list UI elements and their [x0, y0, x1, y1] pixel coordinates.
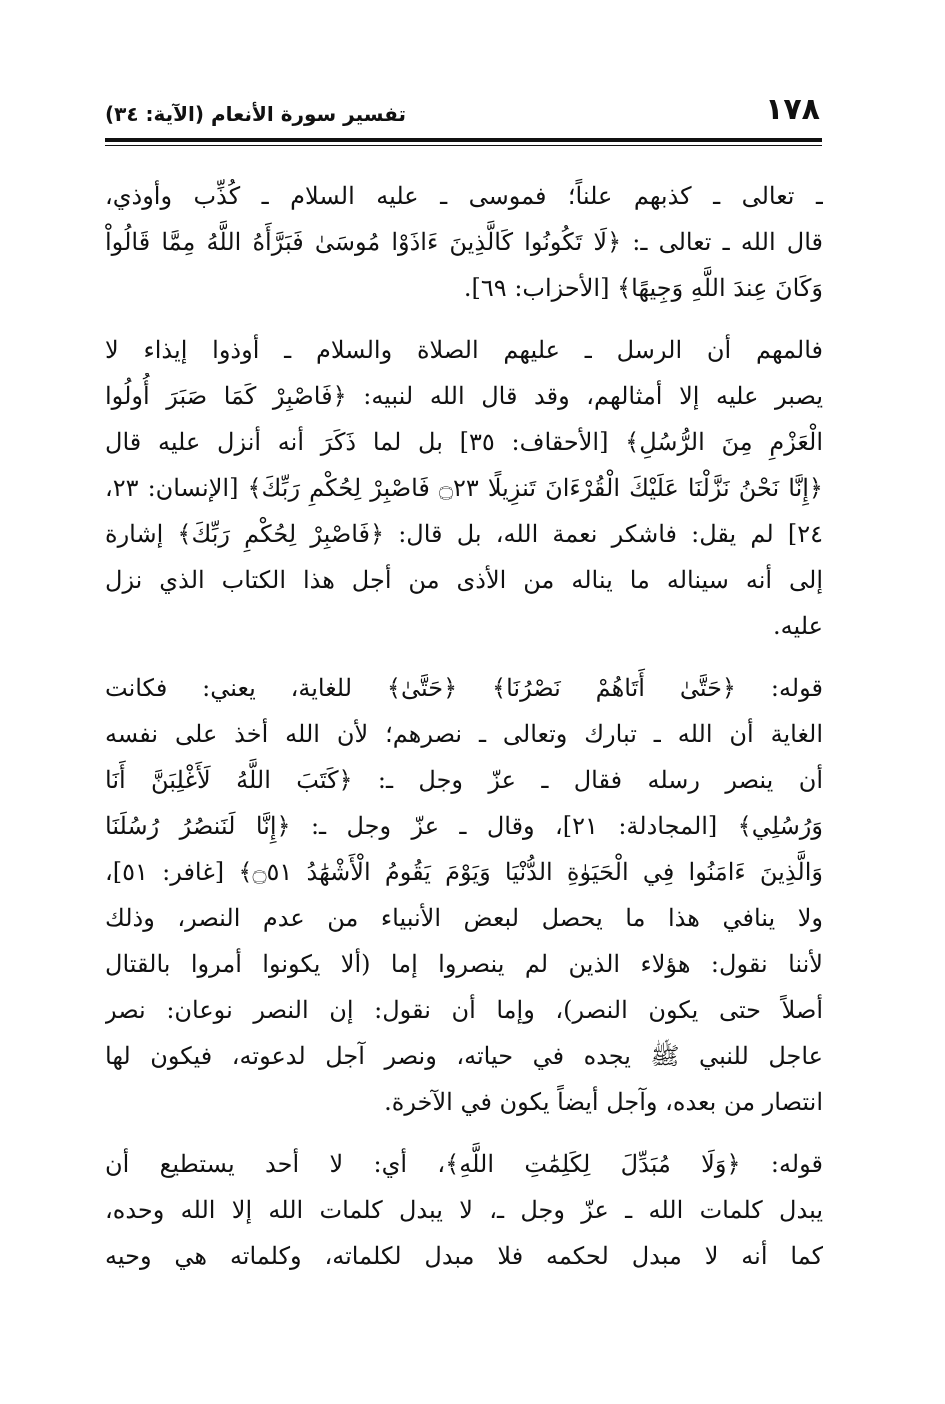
header-rule-thin	[105, 145, 822, 146]
text-line: قال الله ـ تعالى ـ: ﴿لَا تَكُونُوا كَالَّذِينَ ءَاذَوْا مُوسَىٰ فَبَرَّأَهُ اللَّهُ مِمَّا قَالُواْ	[105, 228, 823, 256]
text-line: وَكَانَ عِندَ اللَّهِ وَجِيهًا﴾ [الأحزاب: ٦٩].	[463, 274, 823, 302]
text-line: وَالَّذِينَ ءَامَنُوا فِي الْحَيَوٰةِ الدُّنْيَا وَيَوْمَ يَقُومُ الْأَشْهَٰدُ ۝٥١﴾ [غافر: ٥١]،	[105, 858, 823, 886]
text-line: لأننا نقول: هؤلاء الذين لم ينصروا إما (ألا يكونوا أمروا بالقتال	[105, 950, 823, 978]
text-line: قوله: ﴿وَلَا مُبَدِّلَ لِكَلِمَٰتِ اللَّهِ﴾، أي: لا أحد يستطيع أن	[105, 1150, 823, 1178]
text-line: ﴿إِنَّا نَحْنُ نَزَّلْنَا عَلَيْكَ الْقُرْءَانَ تَنزِيلًا ۝٢٣ فَاصْبِرْ لِحُكْمِ رَبِّكَ﴾ [الإنسان: ٢٣،	[105, 474, 823, 502]
text-line: كما أنه لا مبدل لحكمه فلا مبدل لكلماته، وكلماته هي وحيه	[105, 1242, 823, 1270]
running-head	[105, 92, 822, 132]
text-line: أن ينصر رسله فقال ـ عزّ وجل ـ: ﴿كَتَبَ اللَّهُ لَأَغْلِبَنَّ أَنَا	[105, 766, 823, 794]
text-line: عليه.	[772, 612, 823, 640]
text-line: يصبر عليه إلا أمثالهم، وقد قال الله لنبيه: ﴿فَاصْبِرْ كَمَا صَبَرَ أُولُوا	[105, 382, 823, 410]
text-line: انتصار من بعده، وآجل أيضاً يكون في الآخرة.	[384, 1088, 823, 1116]
paragraph-gap	[105, 311, 823, 327]
header-rule-thick	[105, 138, 822, 142]
text-line: فالمهم أن الرسل ـ عليهم الصلاة والسلام ـ أوذوا إيذاء لا	[105, 336, 823, 364]
text-line: قوله: ﴿حَتَّىٰ أَتَاهُمْ نَصْرُنَا﴾ ﴿حَتَّىٰ﴾ للغاية، يعني: فكانت	[105, 674, 823, 702]
paragraph-gap	[105, 649, 823, 665]
text-line: أصلاً حتى يكون النصر)، وإما أن نقول: إن النصر نوعان: نصر	[105, 996, 823, 1024]
body-text	[105, 173, 823, 1279]
text-line: يبدل كلمات الله ـ عزّ وجل ـ، لا يبدل كلمات الله إلا الله وحده،	[105, 1196, 823, 1224]
text-line: عاجل للنبي ﷺ يجده في حياته، ونصر آجل لدعوته، فيكون لها	[105, 1042, 823, 1070]
text-line: ٢٤] لم يقل: فاشكر نعمة الله، بل قال: ﴿فَاصْبِرْ لِحُكْمِ رَبِّكَ﴾ إشارة	[105, 520, 823, 548]
paragraph-1	[105, 173, 823, 311]
paragraph-3	[105, 665, 823, 1125]
paragraph-4	[105, 1141, 823, 1279]
text-line: الغاية أن الله ـ تبارك وتعالى ـ نصرهم؛ لأن الله أخذ على نفسه	[105, 720, 823, 748]
text-line: الْعَزْمِ مِنَ الرُّسُلِ﴾ [الأحقاف: ٣٥] بل لما ذَكَرَ أنه أنزل عليه قال	[105, 428, 823, 456]
running-title: تفسير سورة الأنعام (الآية: ٣٤)	[105, 102, 407, 126]
paragraph-gap	[105, 1125, 823, 1141]
text-line: ـ تعالى ـ كذبهم علناً؛ فموسى ـ عليه السلام ـ كُذِّب وأوذي،	[105, 182, 823, 210]
text-line: ولا ينافي هذا ما يحصل لبعض الأنبياء من عدم النصر، وذلك	[105, 904, 823, 932]
text-line: إلى أنه سيناله ما يناله من الأذى من أجل هذا الكتاب الذي نزل	[105, 566, 823, 594]
paragraph-2	[105, 327, 823, 649]
text-line: وَرُسُلِي﴾ [المجادلة: ٢١]، وقال ـ عزّ وجل ـ: ﴿إِنَّا لَنَنصُرُ رُسُلَنَا	[105, 812, 823, 840]
page-number: ١٧٨	[765, 92, 820, 127]
